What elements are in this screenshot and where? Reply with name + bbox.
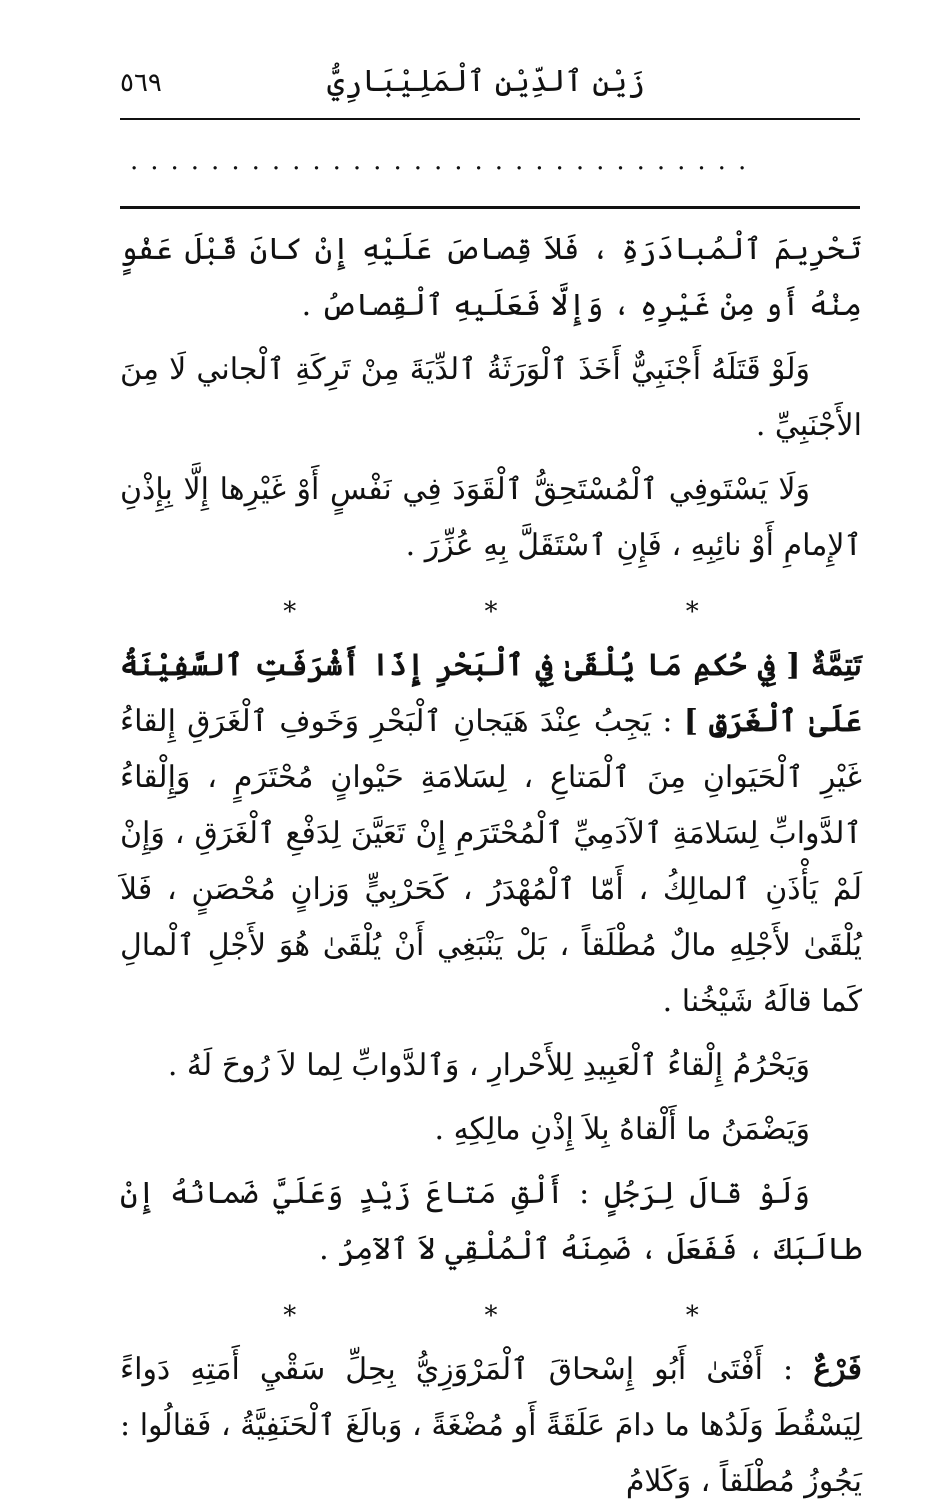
section-lead-word: تَتِمَّةٌ <box>811 648 862 683</box>
section-tatimma <box>120 638 862 1030</box>
page-header <box>112 62 860 108</box>
paragraph-6: وَلَوْ قالَ لِرَجُلٍ : أَلْقِ مَتاعَ زَيْدٍ وَعَلَيَّ ضَمانُهُ إِنْ طالَبَكَ ، فَفَعَلَ ، ضَمِنَهُ ٱلْمُلْقِي لاَ ٱلآمِرُ . <box>120 1176 862 1267</box>
far-colon: : <box>783 1352 794 1387</box>
header-rule <box>120 118 860 120</box>
far-body: أَفْتَىٰ أَبُو إِسْحاقَ ٱلْمَرْوَزِيُّ بِحِلِّ سَقْيِ أَمَتِهِ دَواءً لِيَسْقُطَ وَلَدُها ما دامَ عَلَقَةً أَو مُضْغَةً ، وَبالَغَ ٱلْحَنَفِيَّةُ ، فَقالُوا : يَجُوزُ مُطْلَقاً ، وَكَلامُ <box>120 1352 862 1499</box>
page-number: ٥٦٩ <box>120 68 162 98</box>
paragraph-1: تَحْرِيمَ ٱلْمُبادَرَةِ ، فَلاَ قِصاصَ عَلَيْهِ إِنْ كانَ قَبْلَ عَفْوٍ مِنْهُ أَو مِنْ غَيْرِهِ ، وَإِلَّا فَعَلَيهِ ٱلْقِصاصُ . <box>120 232 862 323</box>
body-text <box>120 222 862 1510</box>
bracket-close: ] <box>683 704 698 739</box>
paragraph-3: وَلَا يَسْتَوفِي ٱلْمُسْتَحِقُّ ٱلْقَوَدَ فِي نَفْسٍ أَوْ غَيْرِها إِلَّا بِإِذْنِ ٱلإِمامِ أَوْ نائِبِهِ ، فَإِنِ ٱسْتَقَلَّ بِهِ عُزِّرَ . <box>120 472 862 563</box>
separator-dots: ............................... <box>130 146 759 176</box>
paragraph-4: وَيَحْرُمُ إِلْقاءُ ٱلْعَبِيدِ لِلأَحْرارِ ، وَٱلدَّوابِّ لِما لاَ رُوحَ لَهُ . <box>167 1048 810 1083</box>
section-separator-stars: * * * <box>283 597 789 627</box>
paragraph-2: وَلَوْ قَتَلَهُ أَجْنَبِيٌّ أَخَذَ ٱلْوَرَثَةُ ٱلدِّيَةَ مِنْ تَرِكَةِ ٱلْجاني لَا مِنَ الأَجْنَبِيِّ . <box>120 352 862 443</box>
section-separator-stars-2: * * * <box>283 1301 789 1331</box>
running-title: زَيْن ٱلدِّيْنِ ٱلْمَلِيْبَارِيُّ <box>327 64 645 99</box>
section-colon: : <box>662 704 673 739</box>
section-heading: فِي حُكمِ مَا يُلْقَىٰ فِي ٱلْبَحْرِ إِذَا أَشْرَفَتِ ٱلسَّفِيْنَةُ عَلَىٰ ٱلْغَرَقِ <box>120 648 862 739</box>
paragraph-5: وَيَضْمَنُ ما أَلْقاهُ بِلاَ إِذْنِ مالِكِهِ . <box>434 1112 810 1147</box>
bracket-open: [ <box>786 648 801 683</box>
text-start-rule <box>120 206 860 209</box>
section-body: يَجِبُ عِنْدَ هَيَجانِ ٱلْبَحْرِ وَخَوفِ ٱلْغَرَقِ إِلقاءُ غَيْرِ ٱلْحَيَوانِ مِنَ ٱلْمَتاعِ ، لِسَلامَةِ حَيْوانٍ مُحْتَرَمٍ ، وَإِلْقاءُ ٱلدَّوابِّ لِسَلامَةِ ٱلآدَمِيِّ ٱلْمُحْتَرَمِ إِنْ تَعَيَّنَ لِدَفْعِ ٱلْغَرَقِ ، وَإِنْ لَمْ يَأْذَنِ ٱلمالِكُ ، أَمّا ٱلْمُهْدَرُ ، كَحَرْبِيٍّ وَزانٍ مُحْصَنٍ ، فَلاَ يُلْقَىٰ لأَجْلِهِ مالٌ مُطْلَقاً ، بَلْ يَنْبَغِي أَنْ يُلْقَىٰ هُوَ لأَجْلِ ٱلْمالِ كَما قالَهُ شَيْخُنا . <box>120 704 862 1019</box>
far-lead-word: فَرْعٌ <box>813 1352 862 1387</box>
section-far <box>120 1342 862 1510</box>
